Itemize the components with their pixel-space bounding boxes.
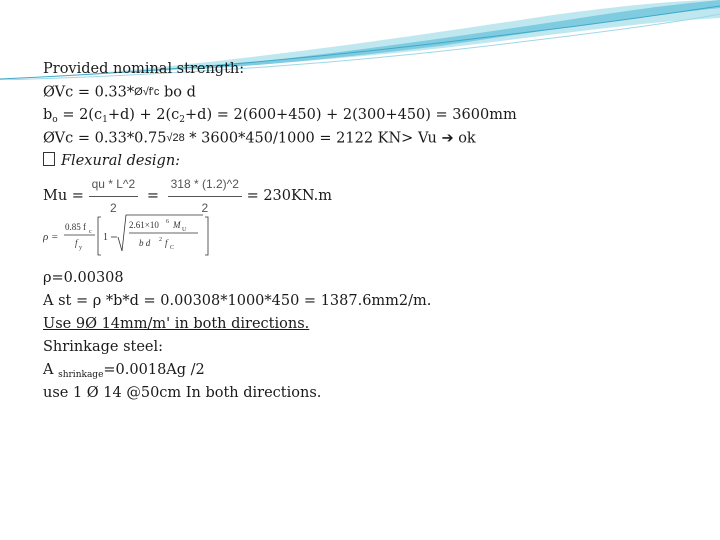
sqrt-fc-image: Ø√f'c	[134, 81, 159, 104]
slide-body	[43, 58, 703, 405]
shrinkage-heading: Shrinkage steel:	[43, 339, 164, 355]
moment-formula: Mu = $\frac{qu * L\^{}2}{2}$ = $\frac{318 * (1.2)\^{}2}{2}$ = 230KN.m	[43, 173, 703, 207]
svg-text:U: U	[182, 227, 187, 233]
svg-text:f: f	[75, 238, 78, 248]
reinforcement-result: Use 9Ø 14mm/m' in both directions.	[43, 316, 310, 332]
svg-text:6: 6	[166, 219, 169, 225]
svg-text:1: 1	[103, 232, 108, 243]
svg-text:2.61×10: 2.61×10	[129, 220, 159, 230]
heading-provided-strength: Provided nominal strength:	[43, 61, 245, 77]
svg-text:b d: b d	[139, 238, 151, 248]
svg-text:ρ =: ρ =	[43, 231, 59, 243]
svg-text:c: c	[89, 229, 92, 235]
moment-fraction-2: $\frac{318 * (1.2)\^{}2}{2}$	[168, 173, 242, 220]
svg-text:2: 2	[159, 237, 162, 243]
svg-text:y: y	[79, 245, 82, 251]
steel-area-calc: A st = ρ *b*d = 0.00308*1000*450 = 1387.6mm2/m.	[43, 293, 432, 309]
flexural-design-heading: Flexural design:	[43, 150, 703, 173]
moment-fraction-1: $\frac{qu * L\^{}2}{2}$	[89, 173, 139, 220]
sqrt-28-image: √28	[166, 127, 184, 150]
rho-formula-image	[43, 211, 703, 267]
svg-text:f: f	[165, 238, 168, 248]
shrinkage-area: A $_{shrinkage}$=0.0018Ag /2	[43, 362, 205, 380]
rho-value: ρ=0.00308	[43, 270, 124, 286]
shrinkage-result: use 1 Ø 14 @50cm In both directions.	[43, 385, 322, 401]
shear-check: ØVc = 0.33*0.75√28 * 3600*450/1000 = 2122 KN> Vu ➔ ok	[43, 127, 703, 150]
svg-text:0.85 f: 0.85 f	[65, 222, 86, 232]
svg-text:M: M	[173, 220, 181, 230]
perimeter-calc: $b_o = 2(c_1+d) + 2(c_2+d) = 2(600+450) + 2(300+450) = 3600mm$	[43, 107, 517, 125]
bullet-box-icon	[43, 152, 55, 166]
svg-text:C: C	[170, 245, 175, 251]
arrow-right-icon: ➔	[441, 130, 454, 147]
shear-capacity-formula: ØVc = 0.33*Ø√f'c bo d	[43, 81, 703, 104]
